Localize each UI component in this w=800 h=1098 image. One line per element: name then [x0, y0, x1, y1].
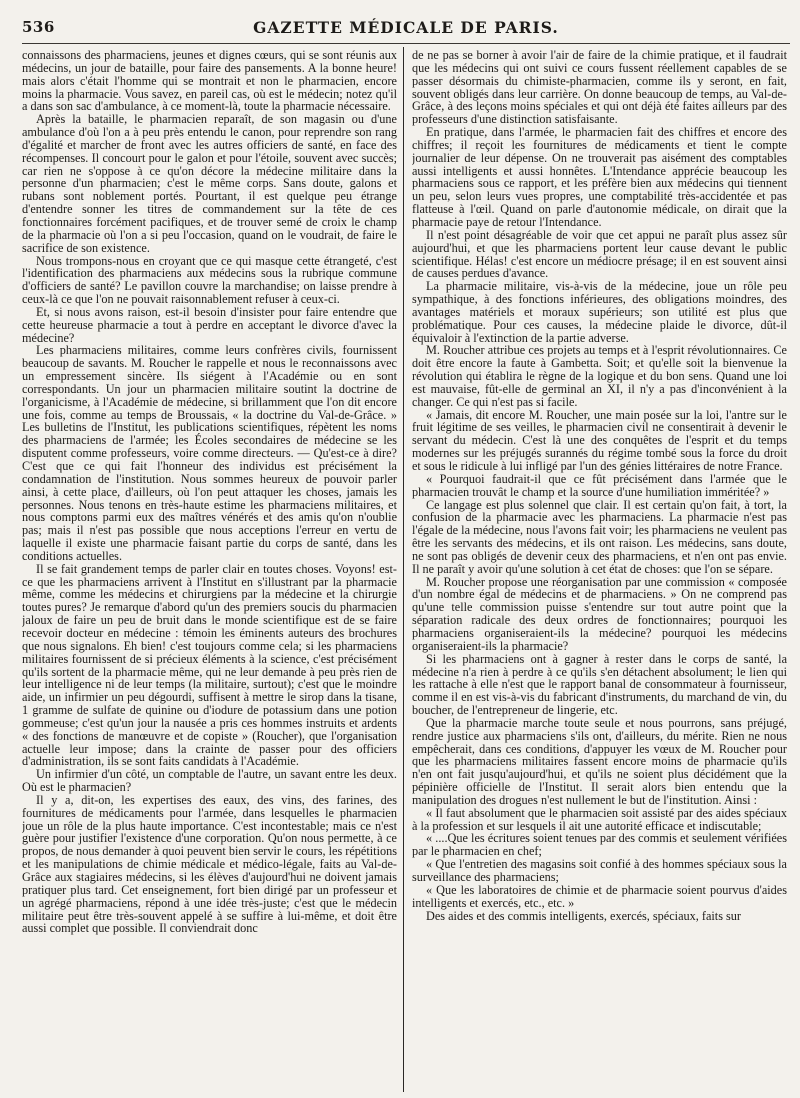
paragraph: Et, si nous avons raison, est-il besoin d'insister pour faire entendre que cette heureuse pharmacie a tout à perdre en acceptant le divorce d'avec la médecine? — [22, 304, 397, 345]
header-rule — [22, 43, 790, 44]
paragraph: Ce langage est plus solennel que clair. Il est certain qu'on fait, à tort, la confusion de la pharmacie avec les pharmaciens. La pharmacie n'est pas l'égale de la médecine, nous l'avons fait voir; les pharmaciens ne veulent pas être les servants des médecins, et ils ont raison. Les médecins, sans doute, ne sont pas obligés de devenir ceux des pharmaciens, et n'en ont pas envie. Il ne paraît y avoir qu'une solution à cet état de choses: que l'on se sépare. — [412, 497, 787, 576]
paragraph: « Pourquoi faudrait-il que ce fût précisément dans l'armée que le pharmacien trouvât le champ et la source d'une humiliation imméritée? » — [412, 471, 787, 499]
paragraph: « Jamais, dit encore M. Roucher, une main posée sur la loi, l'antre sur le fruit légitime de ses veilles, le pharmacien civil ne consentirait à devenir le servant du médecin. C'est là une des conquêtes de l'esprit et du temps modernes sur les préjugés surannés du régime tombé sous la force du droit et sous le ridicule à lui infligé par l'un des génies littéraires de notre France. — [412, 407, 787, 473]
paragraph: M. Roucher attribue ces projets au temps et à l'esprit révolutionnaires. Ce doit être encore la faute à Gambetta. Soit; et qu'elle soit la bienvenue la révolution qui établira le règne de la logique et du bon sens. Quand une loi est mauvaise, fût-elle de germinal an XI, il n'y a pas d'inconvénient à la changer. Ce qui n'est pas si facile. — [412, 343, 787, 409]
paragraph: Que la pharmacie marche toute seule et nous pourrons, sans préjugé, rendre justice aux pharmaciens s'ils ont, d'ailleurs, du mérite. Rien ne nous empêcherait, dans ces conditions, d'appuyer les vœux de M. Roucher pour que les pharmaciens militaires fassent encore moins de pharmacie qu'ils n'en ont fait jusqu'aujourd'hui, et qu'ils ne soient plus décidément que la pépinière officielle de l'Institut. Il serait alors bien entendu que la manipulation des drogues n'est nullement le but de l'institution. Ainsi : — [412, 715, 787, 807]
left-column — [22, 49, 397, 1094]
page-header — [22, 6, 790, 46]
paragraph: Il se fait grandement temps de parler clair en toutes choses. Voyons! est-ce que les pharmaciens arrivent à l'Institut en s'illustrant par la pharmacie même, comme les médecins et chirurgiens par la médecine et la chirurgie toutes pures? Je remarque d'abord qu'un des premiers soucis du pharmacien jaloux de faire un peu de bruit dans le monde scientifique est de se faire recevoir docteur en médecine : témoin les éminents auteurs des brochures que nous signalons. Eh bien! c'est toujours comme cela; si les pharmaciens militaires fournissent de si précieux éléments à la science, c'est précisément qu'ils sortent de la pharmacie même, qui ne leur demande à peu près rien de leur intelligence ni de leur temps (la militaire, surtout); c'est que le moindre aide, un infirmier un peu dégourdi, suffisent à mettre le sirop dans la tisane, 1 gramme de sulfate de quinine ou d'iodure de potassium dans une potion gommeuse; c'est qu'un jour la nausée a pris ces hommes instruits et ardents « des fonctions de manœuvre et de copiste » (Roucher), que l'organisation actuelle leur impose; dans la crainte de passer pour des officiers d'administration, ils se sont faits candidats à l'Académie. — [22, 561, 397, 769]
paragraph: Si les pharmaciens ont à gagner à rester dans le corps de santé, la médecine n'a rien à perdre à ce qu'ils s'en détachent absolument; le lien qui les rattache à elle n'est que le rapport banal de consommateur à fournisseur, comme il en est vis-à-vis du fabricant d'instruments, du marchand de vin, du boucher, de l'entrepreneur de lingerie, etc. — [412, 651, 787, 718]
paragraph: « Que l'entretien des magasins soit confié à des hommes spéciaux sous la surveillance des pharmaciens; — [412, 857, 787, 884]
paragraph: Après la bataille, le pharmacien reparaît, de son magasin ou d'une ambulance d'où l'on a à peu près entendu le canon, pour reprendre son rang d'égalité et marcher de front avec les autres officiers de santé, en face des récompenses. Il concourt pour le galon et pour l'étoile, souvent avec succès; car rien ne s'oppose à ce qu'on décore la médecine militaire dans la personne d'un pharmacien; c'est le même corps. Sans doute, galons et rubans sont noblement portés. Pourtant, il est quelque peu étrange d'entendre sonner les titres de commandement sur la tête de ces fonctionnaires forcément pacifiques, et de trouver semé de croix le champ de la pharmacie où l'on a si peu l'occasion, quand on le voudrait, de faire le sacrifice de son existence. — [22, 112, 397, 255]
paragraph: Des aides et des commis intelligents, exercés, spéciaux, faits sur — [426, 908, 742, 923]
column-divider — [403, 47, 404, 1092]
journal-title: GAZETTE MÉDICALE DE PARIS. — [253, 18, 559, 37]
paragraph: « ....Que les écritures soient tenues par des commis et seulement vérifiées par le pharmacien en chef; — [412, 831, 787, 859]
paragraph: En pratique, dans l'armée, le pharmacien fait des chiffres et encore des chiffres; il reçoit les fournitures de médicaments et tient le compte journalier de leur dépense. On ne trouverait pas aisément des comptables aussi intelligents et aussi honnêtes. L'Intendance apprécie beaucoup les pharmaciens sous ce rapport, et les préfère bien aux médecins qui tiennent un peu, selon leurs vues propres, une comptabilité très-accidentée et pas flatteuse à l'œil. Quand on parle d'autonomie médicale, on dirait que la pharmacie paye de retour l'Intendance. — [412, 125, 787, 229]
paragraph: Il n'est point désagréable de voir que cet appui ne paraît plus assez sûr aujourd'hui, et que les pharmaciens portent leur cause devant le public scientifique. Hélas! c'est encore un médiocre présage; il en est souvent ainsi de causes perdues d'avance. — [412, 227, 787, 281]
paragraph: Les pharmaciens militaires, comme leurs confrères civils, fournissent beaucoup de savants. M. Roucher le rappelle et nous le reconnaissons avec un empressement sincère. Ils siégent à l'Académie ou en sont correspondants. Un jour un pharmacien militaire soutint la doctrine de l'organicisme, à l'Académie de médecine, si brillamment que l'on dit encore une fois, comme au temps de Broussais, « la doctrine du Val-de-Grâce. » Les bulletins de l'Institut, les publications scientifiques, répètent les noms des pharmaciens de l'armée; les Écoles secondaires de médecine se les disputent comme professeurs, voire comme directeurs. — Qu'est-ce à dire? C'est que ce qui fait l'honneur des individus est précisément la condamnation de l'institution. Nous sommes heureux de pouvoir parler ainsi, à cette place, d'ailleurs, où l'on peut attaquer les choses, jamais les personnes. Nous tenons en très-haute estime les pharmaciens militaires, et nous comptons parmi eux des maîtres vénérés et des amis qu'on n'oublie pas; mais il n'est pas possible que nous acceptions l'erreur en vertu de laquelle il existe une pharmacie faisant partie du corps de santé, dans les conditions actuelles. — [22, 343, 397, 563]
paragraph: « Que les laboratoires de chimie et de pharmacie soient pourvus d'aides intelligents et exercés, etc., etc. » — [412, 882, 787, 910]
page-number: 536 — [22, 18, 55, 36]
paragraph: de ne pas se borner à avoir l'air de faire de la chimie pratique, et il faudrait que les médecins qui ont suivi ce cours fussent réellement capables de se passer désormais du chimiste-pharmacien, comme ils y seront, en fait, souvent obligés dans leur carrière. On donne beaucoup de temps, au Val-de-Grâce, à des leçons moins spéciales et qui ont déjà été faites ailleurs par des professeurs d'une distinction satisfaisante. — [412, 49, 787, 127]
right-column — [412, 49, 787, 1094]
paragraph: La pharmacie militaire, vis-à-vis de la médecine, joue un rôle peu sympathique, à des fonctions inférieures, des obligations moindres, des avantages matériels et moraux supérieurs; son utilité est plus que problématique. Pour ces causes, la médecine plaide le divorce, dût-il équivaloir à l'extinction de la partie adverse. — [412, 279, 787, 345]
paragraph: connaissons des pharmaciens, jeunes et dignes cœurs, qui se sont réunis aux médecins, un jour de bataille, pour faire des pansements. A la bonne heure! mais alors c'était l'homme qui se montrait et non le pharmacien, encore moins la pharmacie. Vous savez, en pareil cas, où est le médecin; notez qu'il a dans son sac d'ambulance, à ce moment-là, toute la pharmacie nécessaire. — [22, 49, 397, 114]
paragraph: Nous trompons-nous en croyant que ce qui masque cette étrangeté, c'est l'identification des pharmaciens aux médecins sous la rubrique commune d'officiers de santé? Le pavillon couvre la marchandise; on laisse prendre à ceux-là ce que l'on ne pouvait raisonnablement refuser à ceux-ci. — [22, 253, 397, 307]
paragraph: Un infirmier d'un côté, un comptable de l'autre, un savant entre les deux. Où est le pharmacien? — [22, 767, 397, 795]
paragraph: Il y a, dit-on, les expertises des eaux, des vins, des farines, des fournitures de médicaments pour l'armée, dans lesquelles le pharmacien joue un rôle de la plus haute importance. C'est incontestable; mais ce n'est guère pour justifier l'existence d'une corporation. Qu'on nous permette, à ce propos, de nous demander à quoi peuvent bien servir le cours, les répétitions et les manipulations de chimie médicale et médico-légale, faits au Val-de-Grâce aux stagiaires médecins, si les élèves d'aujourd'hui ne doivent jamais pratiquer plus tard. Cet enseignement, fort bien dirigé par un professeur et un agrégé pharmaciens, répond à une idée très-juste; c'est que le médecin militaire peut être très-souvent appelé à se suffire à lui-même, et doit être aussi complet que possible. Il conviendrait donc — [22, 792, 397, 936]
paragraph: M. Roucher propose une réorganisation par une commission « composée d'un nombre égal de médecins et de pharmaciens. » On ne comprend pas qu'une telle commission puisse s'entendre sur tout autre point que la séparation radicale des deux ordres de fonctionnaires; pourquoi les pharmaciens organiseraient-ils la médecine? pourquoi les médecins organiseraient-ils la pharmacie? — [412, 574, 787, 653]
paragraph: « Il faut absolument que le pharmacien soit assisté par des aides spéciaux à la profession et sur lesquels il ait une autorité efficace et indiscutable; — [412, 805, 787, 833]
